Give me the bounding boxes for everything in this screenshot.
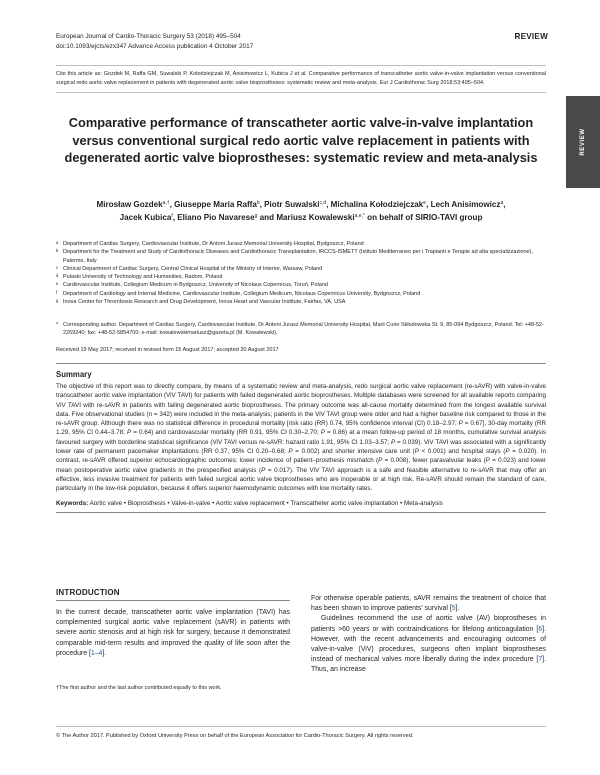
side-tab-label: REVIEW	[580, 128, 586, 156]
corresponding-text: Corresponding author. Department of Cardiac Surgery, Cardiovascular Institute, Dr Antoni Jurasz Memorial University Hospital, Marii Curie Skłodowska St. 9, 85-094 Bydgoszcz, Poland. Tel: +48-52-2269240; fax: +48-52-5854700; e-mail: kowalewskimariusz@gazeta.pl (M. Kowalewski).	[63, 322, 544, 337]
intro-left-column	[56, 608, 290, 659]
reference-link[interactable]: 6	[538, 625, 543, 633]
author-sup: f	[171, 213, 173, 220]
summary-part: = 0.64) and cardiovascular mortality (RR 0.91, 95% CI 0.30–2.70;	[131, 429, 321, 437]
affiliation-item	[56, 248, 546, 265]
affiliation-key: c	[56, 264, 59, 270]
reference-link[interactable]: 1–4	[90, 649, 103, 657]
intro-text-end: ].	[455, 605, 460, 613]
reference-link[interactable]: 5	[451, 605, 456, 613]
author-sup: a,e,*	[354, 213, 365, 220]
affiliation-text: Department for the Treatment and Study of Cardiothoracic Diseases and Cardiothoracic Transplantation, IRCCS-ISMETT (Istituto Mediterraneo per i Trapianti e Terapie ad alta specializzazione), Palermo, Italy	[63, 249, 533, 264]
author-name: Eliano Pio Navarese	[177, 213, 255, 223]
summary-part: = 0.020). In contrast, re-sAVR offered superior echocardiographic outcomes: lower incidence of patient–prosthesis mismatch (	[56, 448, 547, 465]
affiliation-item	[56, 265, 546, 273]
affiliation-text: Clinical Department of Cardiac Surgery, Central Clinical Hospital of the Ministry of Interior, Warsaw, Poland	[63, 265, 323, 272]
affiliation-item	[56, 290, 546, 298]
affiliation-key: e	[56, 281, 59, 287]
journal-doi-line: doi:10.1093/ejcts/ezx347 Advance Access publication 4 October 2017	[56, 42, 254, 50]
author-list: Mirosław Gozdek$^{a,\dagger}$, Giuseppe Maria Raffa$^b$, Piotr Suwalski$^{c,d}$, Michalina Kołodziejczak$^e$, Lech Anisimowicz$^a$, Jacek Kubica$^f$, Eliano Pio Navarese$^g$ and Mariusz Kowalewski$^{a,e,*}$ on behalf of SIRIO-TAVI group	[96, 200, 506, 223]
citation-rest: Comparative performance of transcatheter aortic valve-in-valve implantation versus conventional surgical redo aortic valve replacement in patients with degenerated aortic valve bioprostheses: systematic review and meta-analysis. Eur J Cardiothorac Surg 2018;53:495–504.	[56, 71, 546, 86]
p-symbol: P	[485, 457, 490, 465]
keywords-label: Keywords:	[56, 499, 89, 507]
summary-box	[56, 363, 546, 513]
intro-paragraph	[311, 594, 546, 614]
summary-part: = 0.039). ViV TAVI was associated with a significantly lower rate of permanent pacemaker implantations (RR 0.37, 95% CI 0.20–0.68;	[56, 438, 546, 456]
affiliation-list	[56, 240, 546, 306]
side-section-tab	[566, 96, 600, 188]
corresponding-author	[56, 321, 546, 338]
summary-part: = 0.002) and shorter intensive care unit (	[292, 448, 415, 456]
p-symbol: P	[378, 457, 383, 465]
citation-box	[56, 65, 546, 93]
p-symbol: P	[320, 429, 325, 437]
keywords-list: Aortic valve • Bioprosthesis • Valve-in-valve • Aortic valve replacement • Transcatheter aortic valve implantation • Meta-analysis	[88, 499, 443, 507]
author-sup: g	[254, 213, 258, 220]
summary-part: = 0.67], 30-day mortality (RR 1.29, 95% CI 0.44–3.78;	[56, 420, 547, 437]
intro-text: ]. However, with the recent advancements and encouraging outcomes of valve-in-valve (ViV) procedures, surgeons often implant bioprostheses instead of mechanical valves more liberally during the index procedure [	[311, 625, 546, 664]
affiliation-text: Department of Cardiology and Internal Medicine, Cardiovascular Institute, Collegium Medicum, Nicolaus Copernicus University, Bydgoszcz, Poland	[63, 290, 421, 297]
summary-part: = 0.008), fewer paravalvular leaks (	[382, 457, 486, 465]
footnote: †The first author and the last author contributed equally to this work.	[56, 685, 222, 691]
affiliation-key: b	[56, 248, 59, 254]
author-sup: a,†	[162, 200, 170, 206]
intro-heading: INTRODUCTION	[56, 588, 120, 597]
author-group: on behalf of SIRIO-TAVI group	[364, 213, 483, 223]
intro-text: In the current decade, transcatheter aortic valve implantation (TAVI) has complemented surgical aortic valve replacement (sAVR) in patients with severe aortic stenosis and at high risk for surgery, because it demonstrated comparable mid-term results and improved the quality of life soon after the procedure [	[56, 609, 290, 657]
p-symbol: P	[414, 448, 419, 456]
intro-text-end: ].	[102, 649, 107, 657]
affiliation-key: d	[56, 273, 59, 279]
intro-text: For otherwise operable patients, sAVR remains the treatment of choice that has been shown to improve patients' survival [	[311, 595, 546, 613]
affiliation-text: Cardiovascular Institute, Collegium Medicum in Bydgoszcz, University of Nicolaus Copernicus, Toruń, Poland	[63, 282, 328, 289]
affiliation-item	[56, 298, 546, 306]
citation-etal: et al.	[294, 71, 307, 77]
author-name: Mariusz Kowalewski	[276, 213, 355, 223]
affiliation-key: f	[56, 289, 58, 295]
summary-heading: Summary	[56, 370, 92, 379]
affiliation-item	[56, 281, 546, 289]
affiliation-text: Department of Cardiac Surgery, Cardiovascular Institute, Dr Antoni Jurasz Memorial University Hospital, Bydgoszcz, Poland	[63, 241, 364, 247]
author-name: Jacek Kubica	[119, 213, 172, 223]
intro-right-column	[311, 594, 546, 676]
author-name: Michalina Kołodziejczak	[330, 200, 424, 209]
intro-text: Guidelines recommend the use of aortic valve (AV) bioprostheses in patients >60 years or with contraindications for lifelong anticoagulation [	[311, 615, 546, 633]
summary-part: = 0.023) and lower mean postoperative aortic valve gradients in the prespecified analysis (	[56, 457, 546, 474]
reference-link[interactable]: 7	[538, 656, 543, 664]
journal-citation-line: European Journal of Cardio-Thoracic Surgery 53 (2018) 495–504	[56, 33, 241, 40]
corresponding-key: *	[56, 322, 59, 328]
affiliation-item	[56, 273, 546, 281]
author-name: Mirosław Gozdek	[96, 200, 163, 209]
citation-prefix: Cite this article as: Gozdek M, Raffa GM, Suwalski P, Kołodziejczak M, Anisimowicz L, Kubica J	[56, 71, 295, 77]
p-symbol: P	[391, 438, 396, 446]
journal-header	[56, 32, 476, 51]
author-sup: e	[423, 200, 427, 206]
summary-part: = 0.86) at a mean follow-up period of 18 months, cumulative survival analysis favoured surgery with borderline statistical significance (ViV TAVI versus re-sAVR: hazard ratio 1.91, 95% CI 1.03–3.57;	[56, 429, 547, 446]
p-symbol: P	[126, 429, 132, 437]
affiliation-key: g	[56, 298, 59, 304]
received-dates: Received 19 May 2017; received in revised form 15 August 2017; accepted 20 August 2017	[56, 347, 279, 353]
affiliation-text: Inova Center for Thrombosis Research and Drug Development, Inova Heart and Vascular Institute, Fairfax, VA, USA	[63, 299, 346, 306]
p-symbol: P	[261, 466, 266, 474]
affiliation-item	[56, 240, 546, 248]
p-symbol: P	[458, 420, 463, 428]
author-sup: c,d	[319, 200, 327, 206]
affiliation-key: a	[56, 240, 59, 245]
author-sup: a	[500, 200, 504, 206]
section-label: REVIEW	[514, 32, 548, 41]
p-symbol: P	[288, 448, 293, 456]
intro-paragraph	[311, 614, 546, 675]
intro-divider	[56, 600, 290, 601]
author-name: Lech Anisimowicz	[430, 200, 501, 209]
author-name: Giuseppe Maria Raffa	[174, 200, 257, 209]
summary-text	[56, 382, 546, 494]
copyright-notice: © The Author 2017. Published by Oxford University Press on behalf of the European Association for Cardio-Thoracic Surgery. All rights reserved.	[56, 726, 546, 740]
keywords	[56, 499, 546, 508]
intro-text: ]. Thus, an increase	[311, 656, 546, 674]
affiliation-text: Pulaski University of Technology and Humanities, Radom, Poland	[63, 274, 223, 281]
p-symbol: P	[505, 448, 510, 456]
summary-part: = 0.017). The ViV TAVI approach is a safe and feasible alternative to re-sAVR that may offer an effective, less invasive treatment for patients with failed surgical aortic valve bioprostheses who are inoperable or at high risk. Re-sAVR should remain the standard of care, particularly in the low-risk population, because it offers superior haemodynamic outcomes with low mortality rates.	[56, 466, 546, 493]
summary-part: The objective of this report was to directly compare, by means of a systematic review and meta-analysis, redo surgical aortic valve replacement (re-sAVR) with valve-in-valve transcatheter aortic valve implantation (ViV TAVI) for patients with failed degenerated aortic bioprostheses. Multiple databases were screened for all available reports comparing ViV TAVI with re-sAVR in patients with failing degenerated aortic bioprostheses. The primary outcome was all-cause mortality determined from the longest available survival data. Five observational studies (n = 342) were included in the meta-analysis; patients in the ViV TAVI group were older and had a higher baseline risk compared to those in the re-sAVR group. Although there was no statistical difference in procedural mortality [risk ratio (RR) 0.74, 95% confidence interval (CI) 0.18–2.97;	[56, 383, 546, 428]
author-sup: b	[256, 200, 260, 206]
article-title: Comparative performance of transcatheter aortic valve-in-valve implantation versus conventional surgical redo aortic valve replacement in patients with degenerated aortic valve bioprostheses: systematic review and meta-analysis	[64, 115, 538, 166]
author-name: Piotr Suwalski	[264, 200, 320, 209]
summary-part: < 0.001) and hospital stays (	[418, 448, 506, 456]
